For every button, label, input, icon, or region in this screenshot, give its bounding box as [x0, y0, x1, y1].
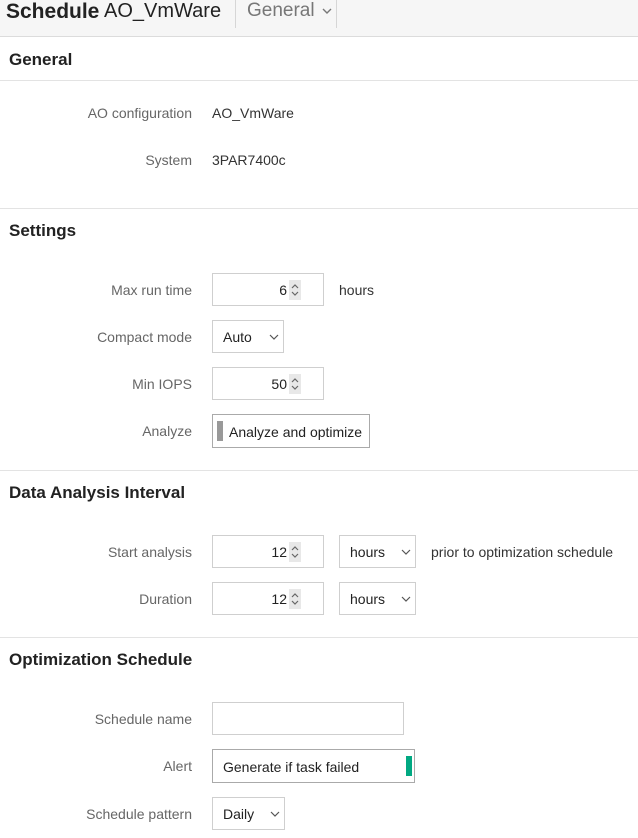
divider: [0, 470, 638, 471]
toggle-indicator: [406, 756, 412, 776]
start-analysis-unit: hours: [350, 544, 386, 560]
system-label: System: [145, 152, 192, 168]
min-iops-label: Min IOPS: [132, 376, 192, 392]
start-analysis-label: Start analysis: [107, 544, 192, 560]
schedule-pattern-select[interactable]: [212, 797, 285, 830]
duration-value: 12: [271, 591, 287, 607]
view-selector[interactable]: [235, 0, 337, 28]
analyze-value: Analyze and optimize: [229, 424, 363, 440]
section-title-settings: Settings: [9, 221, 77, 240]
stepper-arrows-icon[interactable]: [289, 542, 301, 562]
chevron-down-icon: [270, 810, 280, 818]
start-analysis-unit-select[interactable]: [339, 535, 416, 568]
start-analysis-suffix: prior to optimization schedule: [431, 544, 614, 560]
min-iops-value: 50: [271, 376, 287, 392]
schedule-pattern-label: Schedule pattern: [86, 806, 192, 822]
analyze-label: Analyze: [142, 423, 192, 439]
start-analysis-stepper[interactable]: [212, 535, 324, 568]
analyze-toggle-button[interactable]: [212, 414, 370, 448]
schedule-name-input[interactable]: [212, 702, 404, 735]
alert-value: Generate if task failed: [223, 759, 360, 775]
chevron-down-icon: [269, 333, 279, 341]
compact-mode-value: Auto: [223, 329, 252, 345]
page-header: [0, 0, 638, 37]
toggle-indicator: [217, 421, 223, 441]
stepper-arrows-icon[interactable]: [289, 589, 301, 609]
ao-configuration-label: AO configuration: [87, 105, 192, 121]
start-analysis-value: 12: [271, 544, 287, 560]
chevron-down-icon: [322, 6, 332, 16]
max-run-time-unit: hours: [339, 282, 375, 298]
alert-toggle-button[interactable]: [212, 749, 415, 783]
stepper-arrows-icon[interactable]: [289, 374, 301, 394]
alert-label: Alert: [163, 758, 192, 774]
section-title-general: General: [9, 50, 73, 69]
duration-unit: hours: [350, 591, 386, 607]
min-iops-stepper[interactable]: [212, 367, 324, 400]
chevron-down-icon: [401, 548, 411, 556]
schedule-name-title: AO_VmWare: [104, 0, 222, 22]
ao-configuration-value: AO_VmWare: [212, 105, 294, 121]
duration-stepper[interactable]: [212, 582, 324, 615]
compact-mode-label: Compact mode: [97, 329, 192, 345]
max-run-time-stepper[interactable]: [212, 273, 324, 306]
max-run-time-value: 6: [279, 282, 287, 298]
compact-mode-select[interactable]: [212, 320, 284, 353]
duration-label: Duration: [139, 591, 192, 607]
max-run-time-label: Max run time: [111, 282, 192, 298]
divider: [0, 80, 638, 81]
page-title: Schedule: [6, 0, 100, 23]
divider: [0, 637, 638, 638]
divider: [0, 208, 638, 209]
section-title-optimization-schedule: Optimization Schedule: [9, 650, 193, 669]
duration-unit-select[interactable]: [339, 582, 416, 615]
system-value: 3PAR7400c: [212, 152, 286, 168]
chevron-down-icon: [401, 595, 411, 603]
schedule-name-label: Schedule name: [94, 711, 192, 727]
schedule-pattern-value: Daily: [223, 806, 255, 822]
stepper-arrows-icon[interactable]: [289, 280, 301, 300]
section-title-data-analysis-interval: Data Analysis Interval: [9, 483, 186, 502]
view-selector-label: General: [247, 0, 315, 21]
